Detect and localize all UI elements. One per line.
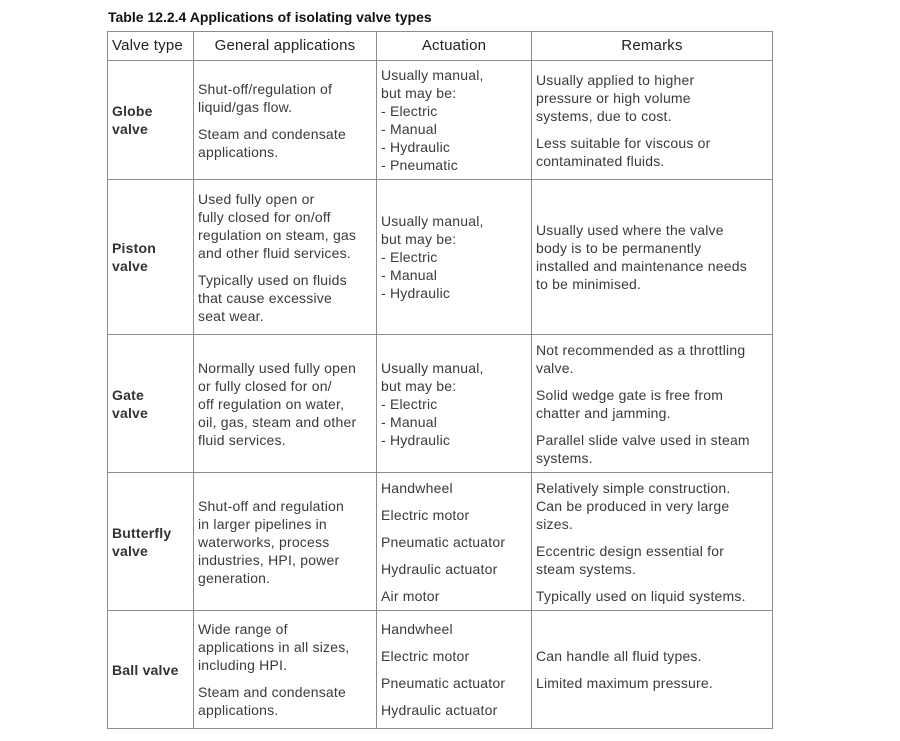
actuation-item: Air motor [381, 587, 440, 604]
text-line: Solid wedge gate is free from [536, 386, 724, 403]
table-row [108, 473, 773, 611]
table-row [108, 335, 773, 473]
actuation-item: Electric motor [381, 648, 470, 664]
actuation-line: - Hydraulic [381, 285, 451, 301]
application-paragraph [198, 125, 372, 161]
header-actuation: Actuation [377, 32, 532, 61]
remarks-cell [532, 180, 773, 335]
table-row [108, 611, 773, 729]
text-line: to be minimised. [536, 276, 642, 292]
actuation-line: - Electric [381, 103, 438, 119]
table-row [108, 180, 773, 335]
text-line: industries, HPI, power [198, 551, 340, 568]
application-paragraph [198, 359, 372, 449]
application-paragraph [198, 497, 372, 587]
remark-paragraph [536, 386, 768, 422]
actuation-line: - Electric [381, 249, 438, 265]
text-line: Not recommended as a throttling [536, 341, 746, 358]
actuation-line: - Electric [381, 395, 438, 412]
actuation-list [381, 66, 527, 174]
text-line: Steam and condensate [198, 125, 346, 142]
text-line: Less suitable for viscous or [536, 134, 711, 151]
table-caption: Table 12.2.4 Applications of isolating valve types [108, 9, 432, 25]
text-line: Usually used where the valve [536, 222, 724, 238]
actuation-line: Usually manual, [381, 359, 484, 376]
text-line: Wide range of [198, 621, 288, 637]
text-line: Can handle all fluid types. [536, 648, 702, 664]
header-remarks: Remarks [532, 32, 773, 61]
valve-type-cell [108, 335, 194, 473]
actuation-item: Electric motor [381, 506, 470, 523]
actuation-line: but may be: [381, 85, 457, 101]
text-line: Limited maximum pressure. [536, 675, 713, 691]
application-paragraph [198, 271, 372, 325]
text-line: Parallel slide valve used in steam [536, 431, 750, 448]
actuation-item: Hydraulic actuator [381, 560, 498, 577]
actuation-list [381, 479, 527, 605]
actuation-item: Handwheel [381, 479, 453, 496]
text-line: chatter and jamming. [536, 404, 671, 421]
text-line: Relatively simple construction. [536, 479, 731, 496]
text-line: regulation on steam, gas [198, 226, 357, 243]
valve-type-line: valve [112, 404, 149, 421]
actuation-item: Hydraulic actuator [381, 702, 498, 718]
text-line: body is to be permanently [536, 240, 702, 256]
valve-type-line: valve [112, 542, 149, 559]
header-row [108, 32, 773, 61]
text-line: steam systems. [536, 560, 637, 577]
actuation-cell [377, 61, 532, 180]
remark-paragraph [536, 542, 768, 578]
remark-paragraph [536, 71, 768, 125]
text-line: Usually applied to higher [536, 71, 695, 88]
applications-cell [194, 180, 377, 335]
valve-type-line: Gate [112, 386, 144, 403]
actuation-item: Pneumatic actuator [381, 533, 506, 550]
header-valve-type: Valve type [108, 32, 194, 61]
valve-type-line: Piston [112, 240, 156, 256]
valve-type-cell [108, 61, 194, 180]
actuation-list [381, 212, 527, 302]
applications-cell [194, 61, 377, 180]
application-paragraph [198, 683, 372, 719]
text-line: applications. [198, 702, 279, 718]
remarks-cell [532, 473, 773, 611]
remark-paragraph [536, 647, 768, 665]
text-line: Typically used on liquid systems. [536, 587, 746, 604]
valve-type-cell [108, 473, 194, 611]
text-line: Steam and condensate [198, 684, 346, 700]
text-line: Shut-off/regulation of [198, 80, 333, 97]
text-line: that cause excessive [198, 289, 332, 306]
actuation-line: - Hydraulic [381, 431, 451, 448]
applications-cell [194, 473, 377, 611]
actuation-line: but may be: [381, 377, 457, 394]
remark-paragraph [536, 134, 768, 170]
text-line: sizes. [536, 515, 573, 532]
valve-type-line: Globe [112, 103, 153, 119]
remarks-cell [532, 611, 773, 729]
text-line: fluid services. [198, 431, 286, 448]
text-line: systems. [536, 449, 593, 466]
table-row [108, 61, 773, 180]
valve-type-cell [108, 611, 194, 729]
remarks-cell [532, 335, 773, 473]
applications-cell [194, 611, 377, 729]
actuation-item: Pneumatic actuator [381, 675, 506, 691]
valve-type-line: Ball valve [112, 661, 179, 678]
text-line: off regulation on water, [198, 395, 345, 412]
applications-cell [194, 335, 377, 473]
actuation-item: Handwheel [381, 621, 453, 637]
actuation-line: - Manual [381, 413, 438, 430]
remark-paragraph [536, 431, 768, 467]
text-line: in larger pipelines in [198, 515, 327, 532]
valve-type-line: valve [112, 121, 149, 137]
actuation-line: - Pneumatic [381, 157, 458, 173]
text-line: generation. [198, 569, 271, 586]
actuation-line: - Hydraulic [381, 139, 451, 155]
actuation-line: but may be: [381, 231, 457, 247]
actuation-line: Usually manual, [381, 67, 484, 83]
actuation-list [381, 359, 527, 449]
remark-paragraph [536, 479, 768, 533]
text-line: contaminated fluids. [536, 152, 665, 169]
actuation-list [381, 620, 527, 719]
actuation-line: - Manual [381, 121, 438, 137]
header-general-applications: General applications [194, 32, 377, 61]
valve-type-line: Butterfly [112, 524, 172, 541]
valve-type-cell [108, 180, 194, 335]
text-line: installed and maintenance needs [536, 258, 747, 274]
valve-type-line: valve [112, 258, 149, 274]
actuation-line: Usually manual, [381, 213, 484, 229]
remark-paragraph [536, 221, 768, 293]
text-line: and other fluid services. [198, 244, 351, 261]
remark-paragraph [536, 587, 768, 605]
text-line: seat wear. [198, 307, 264, 324]
text-line: Used fully open or [198, 190, 315, 207]
text-line: Eccentric design essential for [536, 542, 725, 559]
actuation-line: - Manual [381, 267, 438, 283]
remark-paragraph [536, 341, 768, 377]
remark-paragraph [536, 674, 768, 692]
text-line: liquid/gas flow. [198, 98, 293, 115]
actuation-cell [377, 611, 532, 729]
text-line: systems, due to cost. [536, 107, 672, 124]
application-paragraph [198, 190, 372, 262]
text-line: Can be produced in very large [536, 497, 730, 514]
valve-types-table [107, 31, 773, 729]
text-line: Shut-off and regulation [198, 497, 345, 514]
text-line: waterworks, process [198, 533, 330, 550]
text-line: including HPI. [198, 657, 288, 673]
text-line: Normally used fully open [198, 359, 357, 376]
text-line: valve. [536, 359, 574, 376]
remarks-cell [532, 61, 773, 180]
actuation-cell [377, 335, 532, 473]
text-line: oil, gas, steam and other [198, 413, 357, 430]
text-line: or fully closed for on/ [198, 377, 332, 394]
text-line: pressure or high volume [536, 89, 691, 106]
application-paragraph [198, 80, 372, 116]
text-line: fully closed for on/off [198, 208, 331, 225]
actuation-cell [377, 180, 532, 335]
text-line: applications. [198, 143, 279, 160]
actuation-cell [377, 473, 532, 611]
application-paragraph [198, 620, 372, 674]
text-line: Typically used on fluids [198, 271, 347, 288]
text-line: applications in all sizes, [198, 639, 350, 655]
